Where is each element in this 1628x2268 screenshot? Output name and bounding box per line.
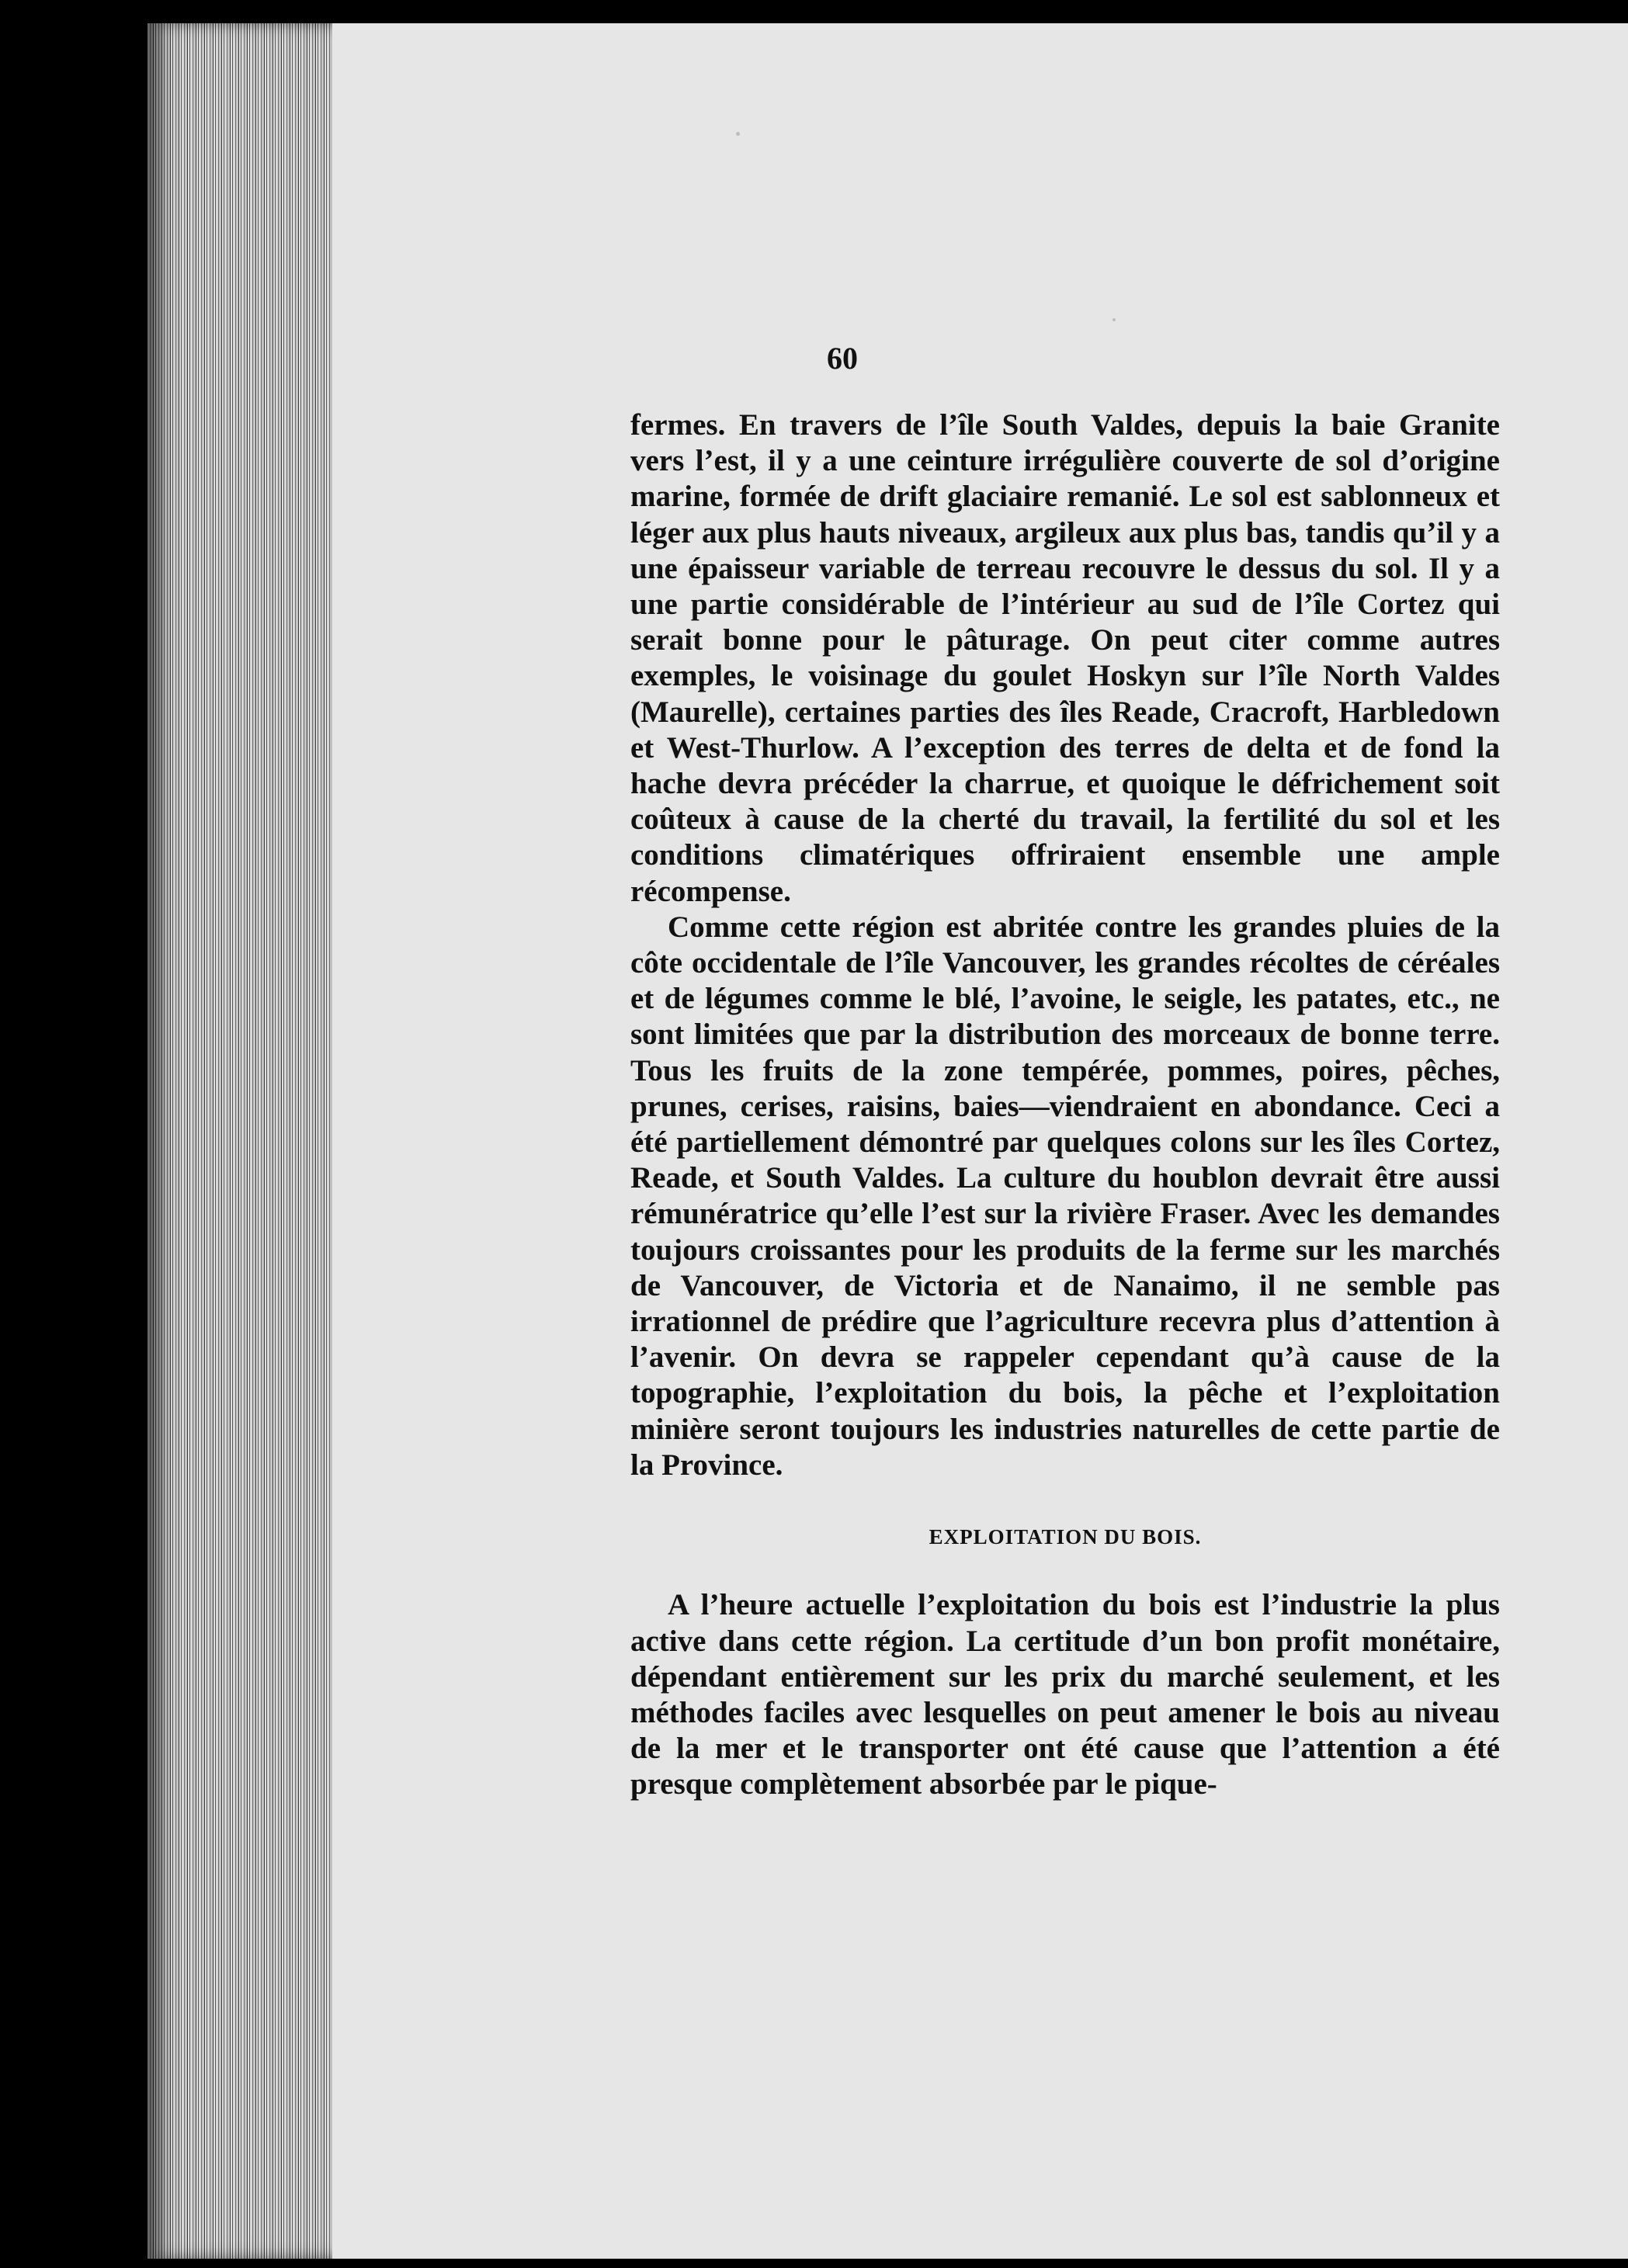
speck — [1113, 318, 1116, 321]
speck — [736, 132, 740, 136]
paragraph: Comme cette région est abritée contre les grandes pluies de la côte occidentale de l’île Vancouver, les grandes récoltes de céréales et de légumes comme le blé, l’avoine, le seigle, les patates, etc., ne sont limitées que par la distribution des morceaux de bonne terre. Tous les fruits de la zone tempérée, pommes, poires, pêches, prunes, cerises, raisins, baies—viendraient en abondance. Ceci a été partiellement démontré par quelques colons sur les îles Cortez, Reade, et South Valdes. La culture du houblon devrait être aussi rémunératrice qu’elle l’est sur la rivière Fraser. Avec les demandes toujours croissantes pour les produits de la ferme sur les marchés de Vancouver, de Victoria et de Nanaimo, il ne semble pas irrationnel de prédire que l’agriculture recevra plus d’attention à l’avenir. On devra se rappeler cependant qu’à cause de la topographie, l’exploitation du bois, la pêche et l’exploitation minière seront toujours les industries naturelles de cette partie de la Province. — [630, 910, 1500, 1482]
page-number: 60 — [827, 341, 858, 376]
section-heading: EXPLOITATION DU BOIS. — [929, 1525, 1202, 1549]
body-text — [630, 407, 1500, 1803]
page-edge-stack — [148, 23, 334, 2259]
paragraph: fermes. En travers de l’île South Valdes, depuis la baie Granite vers l’est, il y a une ceinture irrégulière couverte de sol d’origine marine, formée de drift glaciaire remanié. Le sol est sablonneux et léger aux plus hauts niveaux, argileux aux plus bas, tandis qu’il y a une épaisseur variable de terreau recouvre le dessus du sol. Il y a une partie considérable de l’intérieur au sud de l’île Cortez qui serait bonne pour le pâturage. On peut citer comme autres exemples, le voisinage du goulet Hoskyn sur l’île North Valdes (Maurelle), certaines parties des îles Reade, Cracroft, Harbledown et West-Thurlow. A l’exception des terres de delta et de fond la hache devra précéder la charrue, et quoique le défrichement soit coûteux à cause de la cherté du travail, la fertilité du sol et les conditions climatériques offriraient ensemble une ample récompense. — [630, 408, 1500, 908]
paragraph: A l’heure actuelle l’exploitation du bois est l’industrie la plus active dans cette région. La certitude d’un bon profit monétaire, dépendant entièrement sur les prix du marché seulement, et les méthodes faciles avec lesquelles on peut amener le bois au niveau de la mer et le transporter ont été cause que l’attention a été presque complètement absorbée par le pique- — [630, 1588, 1500, 1802]
